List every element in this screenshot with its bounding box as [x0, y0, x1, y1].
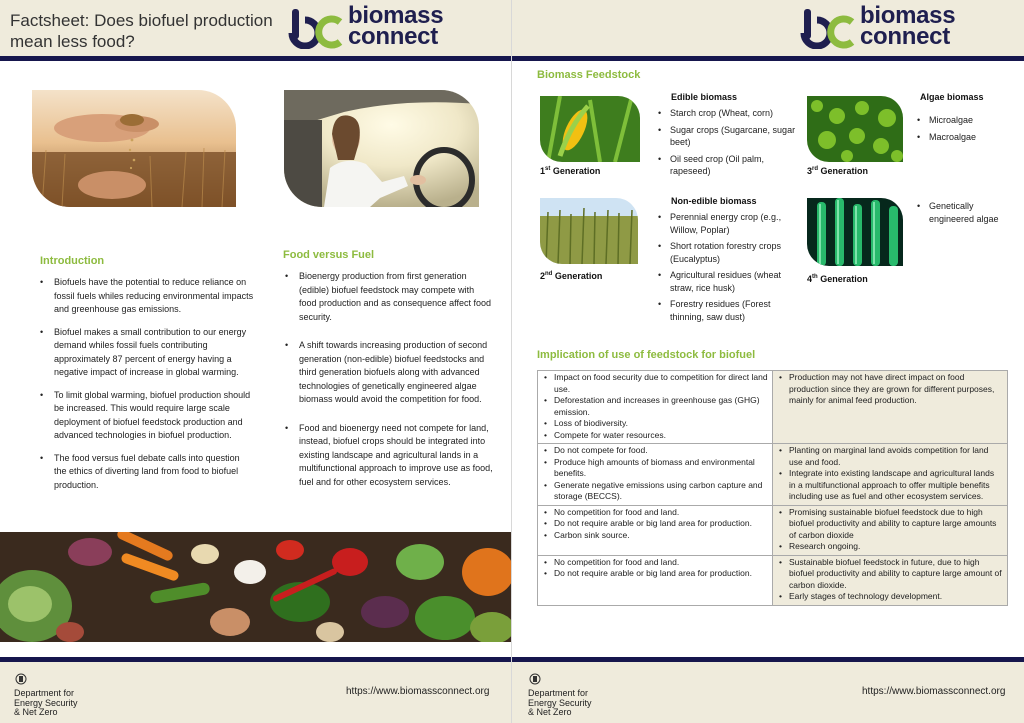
list-item: • Sustainable biofuel feedstock in future, due to high biofuel productivity and ability to capture large amount of carbon dioxide. [777, 557, 1003, 592]
list-item: • Produce high amounts of biomass and environmental benefits. [542, 457, 768, 480]
logo-word-biomass: biomass [860, 2, 956, 29]
dept-line: & Net Zero [14, 707, 58, 717]
list-item: • Short rotation forestry crops (Eucalyptus) [657, 240, 803, 265]
bc-logo-icon [800, 7, 858, 49]
list-item: • Deforestation and increases in greenhouse gas (GHG) emission. [542, 395, 768, 418]
logo-word-connect: connect [348, 23, 438, 50]
list-item: • Carbon sink source. [542, 530, 768, 542]
dept-line: Department for [528, 688, 589, 698]
implication-table [537, 370, 1008, 606]
dept-line: & Net Zero [528, 707, 572, 717]
dept-line: Energy Security [528, 697, 592, 708]
table-cell [773, 371, 1008, 444]
table-row [538, 371, 1008, 444]
list-item: • Impact on food security due to competition for direct land use. [542, 372, 768, 395]
list-item: • Do not require arable or big land area for production. [542, 568, 768, 580]
non-edible-biomass-list [657, 211, 803, 327]
factsheet-title: Factsheet: Does biofuel production mean less food? [10, 11, 273, 51]
list-item: • Early stages of technology development. [777, 591, 1003, 603]
list-item: • Oil seed crop (Oil palm, rapeseed) [657, 153, 803, 178]
list-item: • Loss of biodiversity. [542, 418, 768, 430]
table-cell [538, 371, 773, 444]
algae-bioreactor-image [807, 198, 903, 266]
list-item: • Promising sustainable biofuel feedstock due to high biofuel productivity and ability to capture large amounts of carbon dioxide [777, 507, 1003, 542]
list-item: • Sugar crops (Sugarcane, sugar beet) [657, 124, 803, 149]
royal-crest-icon [528, 672, 542, 686]
third-generation-label: 3rd Generation [807, 166, 869, 176]
list-item: • Genetically engineered algae [916, 200, 1012, 225]
website-link[interactable]: https://www.biomassconnect.org [862, 686, 1006, 697]
list-item: • Agricultural residues (wheat straw, rice husk) [657, 269, 803, 294]
header-divider [512, 56, 1024, 61]
dept-line: Department for [14, 688, 75, 698]
list-item: • Perennial energy crop (e.g., Willow, Poplar) [657, 211, 803, 236]
list-item: • Planting on marginal land avoids competition for land use and food. [777, 445, 1003, 468]
introduction-heading: Introduction [40, 255, 105, 267]
list-item: • No competition for food and land. [542, 507, 768, 519]
energy-crop-image [540, 198, 638, 264]
list-item: • Starch crop (Wheat, corn) [657, 107, 803, 120]
vegetables-banner-image [0, 532, 512, 642]
list-item: • Forestry residues (Forest thinning, saw dust) [657, 298, 803, 323]
table-cell [538, 505, 773, 555]
algae-biomass-heading: Algae biomass [920, 92, 984, 102]
food-versus-fuel-heading: Food versus Fuel [283, 249, 375, 261]
woman-driving-car-image [284, 90, 479, 207]
second-generation-label: 2nd Generation [540, 271, 603, 281]
algae-biomass-image [807, 96, 903, 162]
non-edible-biomass-heading: Non-edible biomass [671, 196, 757, 206]
list-item: • To limit global warming, biofuel production should be increased. This would require large scale deployment of biofuel feedstock production and advanced technologies in biofuel production. [38, 389, 254, 443]
list-item: • Do not compete for food. [542, 445, 768, 457]
list-item: • Do not require arable or big land area for production. [542, 518, 768, 530]
biomass-connect-logo [800, 2, 975, 51]
list-item: • Microalgae [916, 114, 1016, 127]
table-cell [538, 444, 773, 506]
logo-word-biomass: biomass [348, 2, 444, 29]
list-item: • Macroalgae [916, 131, 1016, 144]
list-item: • Bioenergy production from first generation (edible) biofuel feedstock may compete with food production and as consequence affect food security. [283, 270, 493, 324]
logo-word-connect: connect [860, 23, 950, 50]
algae-biomass-list [916, 114, 1016, 147]
website-link[interactable]: https://www.biomassconnect.org [346, 686, 490, 697]
list-item: • Biofuel makes a small contribution to our energy demand whiles fossil fuels contributing approximately 87 percent of energy having a negative impact of increase in global warming. [38, 326, 254, 380]
list-item: • Production may not have direct impact on food production since they are grown for different purposes, mainly for animal feed production. [777, 372, 1003, 407]
royal-crest-icon [14, 672, 28, 686]
list-item: • A shift towards increasing production of second generation (non-edible) biofuel feedstocks and third generation biofuels along with advanced technologies of genetically engineered algae biomass would avoid the competition for food. [283, 339, 493, 407]
corn-crop-image [540, 96, 640, 162]
list-item: • Generate negative emissions using carbon capture and storage (BECCS). [542, 480, 768, 503]
list-item: • Integrate into existing landscape and agricultural lands in a multifunctional approach to offer multiple benefits including use as fuel and other ecosystem services. [777, 468, 1003, 503]
list-item: • Research ongoing. [777, 541, 1003, 553]
grain-in-hands-image [32, 90, 236, 207]
fourth-generation-label: 4th Generation [807, 274, 868, 284]
table-cell [773, 444, 1008, 506]
table-cell [538, 555, 773, 605]
edible-biomass-heading: Edible biomass [671, 92, 738, 102]
list-item: • Food and bioenergy need not compete for land, instead, biofuel crops should be integrated into existing landscape and agricultural lands in a multifunctional approach to improve use as food, fuel and for other ecosystem services. [283, 422, 493, 490]
table-cell [773, 505, 1008, 555]
implication-heading: Implication of use of feedstock for biofuel [537, 349, 756, 361]
list-item: • Compete for water resources. [542, 430, 768, 442]
table-cell [773, 555, 1008, 605]
introduction-bullets [38, 276, 254, 501]
table-row [538, 444, 1008, 506]
genetically-engineered-algae-list [916, 200, 1012, 229]
biomass-feedstock-heading: Biomass Feedstock [537, 69, 641, 81]
list-item: • Biofuels have the potential to reduce reliance on fossil fuels whiles reducing environmental impacts and greenhouse gas emissions. [38, 276, 254, 317]
list-item: • No competition for food and land. [542, 557, 768, 569]
first-generation-label: 1st Generation [540, 166, 601, 176]
bc-logo-icon [288, 7, 346, 49]
table-row [538, 555, 1008, 605]
dept-line: Energy Security [14, 697, 78, 708]
edible-biomass-list [657, 107, 803, 182]
table-row [538, 505, 1008, 555]
department-logo [528, 672, 592, 718]
department-logo [14, 672, 78, 718]
biomass-connect-logo [288, 2, 463, 51]
list-item: • The food versus fuel debate calls into question the ethics of diverting land from food to biofuel production. [38, 452, 254, 493]
header-divider [0, 56, 512, 61]
food-versus-fuel-bullets [283, 270, 493, 498]
